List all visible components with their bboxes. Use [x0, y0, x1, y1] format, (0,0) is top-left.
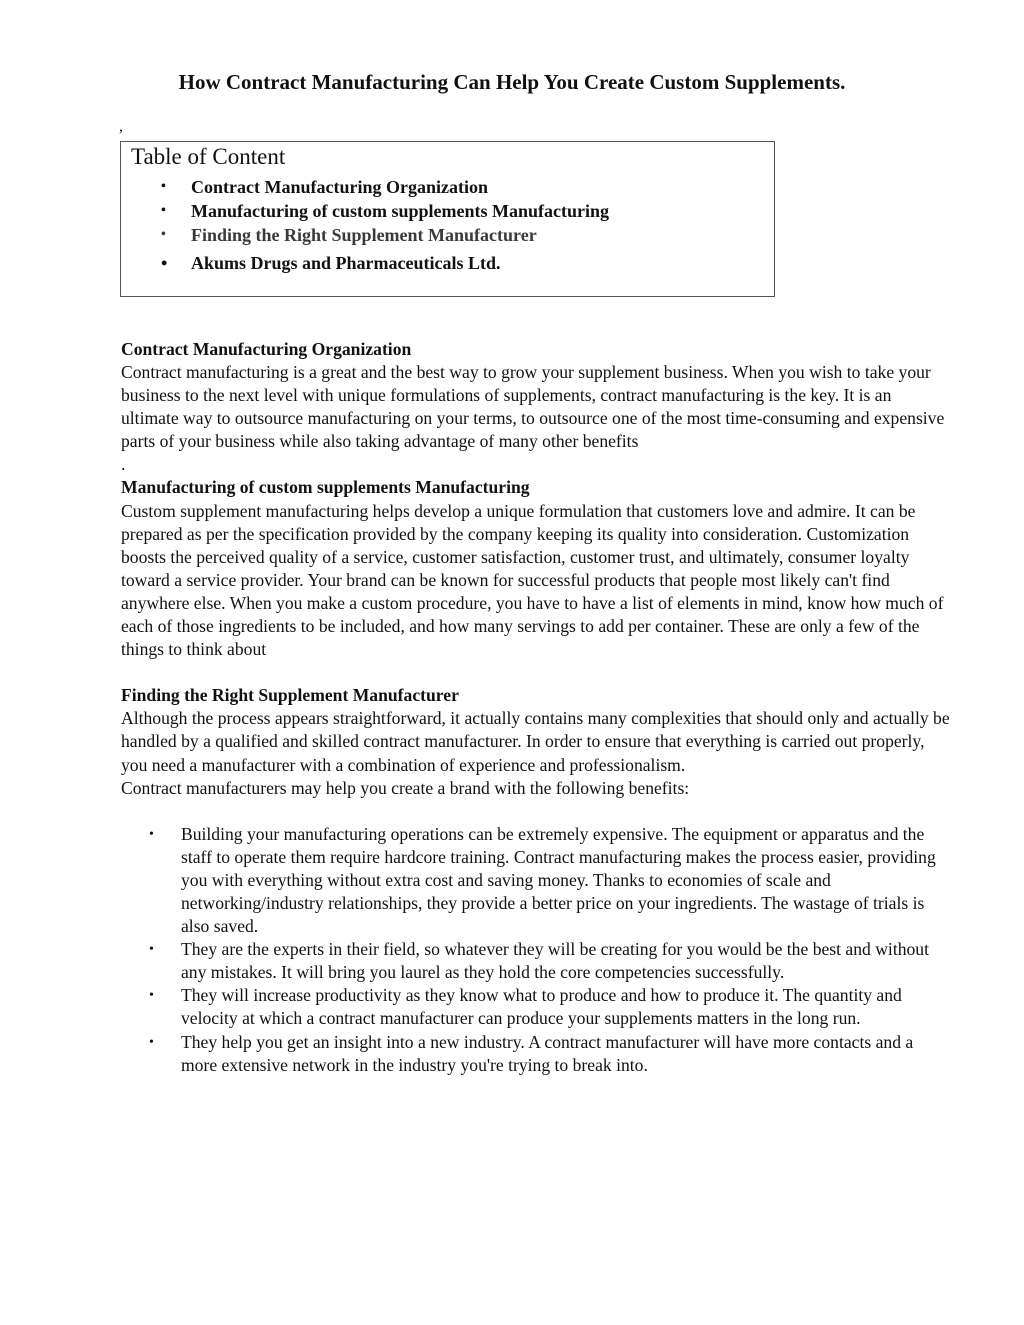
stray-comma-mark: ,: [119, 118, 123, 135]
document-body: [121, 338, 951, 1077]
bullet-icon: •: [161, 227, 166, 242]
toc-heading: Table of Content: [131, 144, 286, 169]
bullet-icon: •: [161, 203, 166, 218]
toc-item-finding-manufacturer: [121, 223, 774, 247]
bullet-icon: •: [161, 253, 168, 273]
separator-mark: .: [121, 454, 126, 475]
benefits-list: [121, 823, 951, 1077]
section-finding-manufacturer: [121, 684, 951, 1077]
toc-item-label: Akums Drugs and Pharmaceuticals Ltd.: [191, 253, 501, 273]
section-paragraph: Contract manufacturing is a great and the best way to grow your supplement business. When you wish to take your business to the next level with unique formulations of supplements, contract manufacturing is the key. It is an ultimate way to outsource manufacturing on your terms, to outsource one of the most time-consuming and expensive parts of your business while also taking advantage of many other benefits: [121, 362, 945, 452]
bullet-icon: •: [149, 942, 154, 958]
list-item-text: They help you get an insight into a new industry. A contract manufacturer will have more contacts and a more extensive network in the industry you're trying to break into.: [181, 1031, 914, 1075]
section-contract-manufacturing: [121, 338, 951, 476]
section-heading: Contract Manufacturing Organization: [121, 339, 412, 359]
benefits-intro: Contract manufacturers may help you create a brand with the following benefits:: [121, 777, 690, 798]
bullet-icon: •: [149, 988, 154, 1004]
toc-item-akums: [121, 251, 774, 275]
document-title: How Contract Manufacturing Can Help You Create Custom Supplements.: [178, 70, 846, 94]
list-item-text: Building your manufacturing operations can be extremely expensive. The equipment or apparatus and the staff to operate them require hardcore training. Contract manufacturing makes the process easier, providing you with everything without extra cost and saving money. Thanks to economies of scale and networking/industry relationships, they provide a better price on your ingredients. The wastage of trials is also saved.: [181, 823, 936, 937]
section-heading: Finding the Right Supplement Manufacturer: [121, 685, 459, 706]
section-paragraph: Although the process appears straightforward, it actually contains many complexities that should only and actually be handled by a qualified and skilled contract manufacturer. In order to ensure that everything is carried out properly, you need a manufacturer with a combination of experience and professionalism.: [121, 708, 950, 775]
list-item: [121, 938, 951, 984]
toc-list: [121, 175, 774, 275]
list-item: [121, 823, 951, 938]
section-heading: Manufacturing of custom supplements Manufacturing: [121, 477, 530, 498]
list-item-text: They are the experts in their field, so whatever they will be creating for you would be the best and without any mistakes. It will bring you laurel as they hold the core competencies successfully.: [181, 939, 929, 983]
table-of-content-box: [120, 141, 775, 297]
toc-item-contract-manufacturing: [121, 175, 774, 199]
bullet-icon: •: [149, 826, 154, 842]
list-item: [121, 984, 951, 1030]
bullet-icon: •: [161, 179, 166, 194]
toc-item-custom-supplements: [121, 199, 774, 223]
toc-item-label: Contract Manufacturing Organization: [191, 177, 488, 197]
toc-item-label: Finding the Right Supplement Manufacturer: [191, 225, 537, 245]
list-item: [121, 1031, 951, 1077]
list-item-text: They will increase productivity as they know what to produce and how to produce it. The quantity and velocity at which a contract manufacturer can produce your supplements matters in the long run.: [181, 985, 902, 1029]
section-paragraph: Custom supplement manufacturing helps develop a unique formulation that customers love and admire. It can be prepared as per the specification provided by the company keeping its quality into consideration. Customization boosts the perceived quality of a service, customer satisfaction, customer trust, and ultimately, consumer loyalty toward a service provider. Your brand can be known for successful products that people most likely can't find anywhere else. When you make a custom procedure, you have to have a list of elements in mind, know how much of each of those ingredients to be included, and how many servings to add per container. These are only a few of the things to think about: [121, 500, 944, 660]
toc-item-label: Manufacturing of custom supplements Manufacturing: [191, 201, 610, 221]
section-custom-supplements: [121, 476, 951, 661]
blank-line: [121, 800, 951, 823]
bullet-icon: •: [149, 1034, 154, 1050]
blank-line: [121, 661, 951, 684]
